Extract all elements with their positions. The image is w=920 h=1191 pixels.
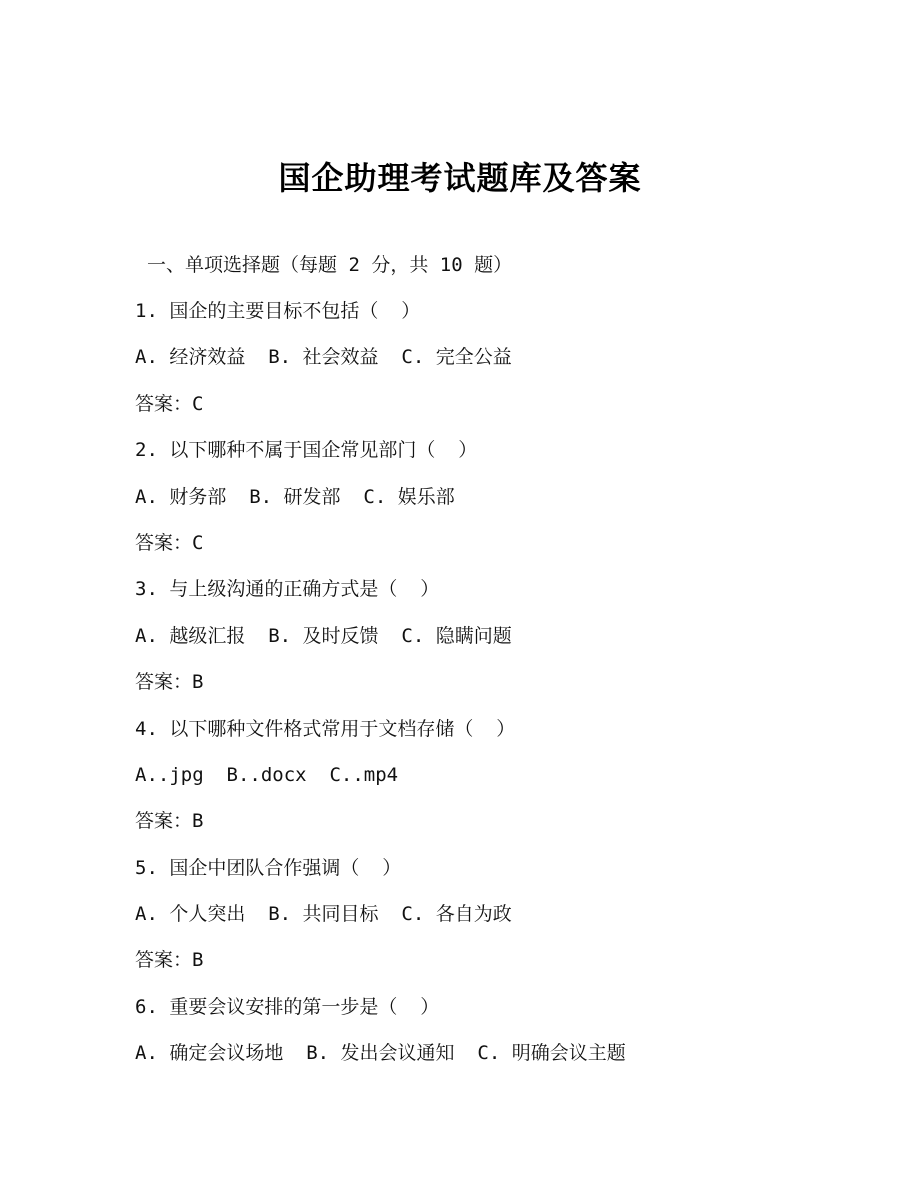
question-answer: 答案：C (135, 531, 204, 554)
question-answer: 答案：C (135, 392, 204, 415)
document-title: 国企助理考试题库及答案 (278, 159, 642, 197)
question-item (135, 992, 895, 1085)
question-text: 5. 国企中团队合作强调（ ） (135, 856, 402, 879)
question-text: 6. 重要会议安排的第一步是（ ） (135, 995, 440, 1018)
question-text: 3. 与上级沟通的正确方式是（ ） (135, 578, 440, 601)
question-answer: 答案：B (135, 949, 204, 972)
question-options: A. 经济效益 B. 社会效益 C. 完全公益 (135, 346, 512, 369)
question-options: A. 越级汇报 B. 及时反馈 C. 隐瞒问题 (135, 624, 512, 647)
section-heading: 一、单项选择题（每题 2 分，共 10 题） (147, 254, 513, 276)
question-item (135, 714, 895, 853)
question-answer: 答案：B (135, 671, 204, 694)
question-answer: 答案：B (135, 810, 204, 833)
question-item (135, 574, 895, 713)
question-text: 2. 以下哪种不属于国企常见部门（ ） (135, 439, 478, 462)
question-options: A..jpg B..docx C..mp4 (135, 763, 399, 786)
question-options: A. 确定会议场地 B. 发出会议通知 C. 明确会议主题 (135, 1042, 626, 1065)
question-item (135, 435, 895, 574)
question-options: A. 财务部 B. 研发部 C. 娱乐部 (135, 485, 455, 508)
question-options: A. 个人突出 B. 共同目标 C. 各自为政 (135, 903, 512, 926)
question-text: 1. 国企的主要目标不包括（ ） (135, 300, 421, 322)
question-item (135, 853, 895, 992)
question-list (135, 296, 895, 1085)
question-item (135, 296, 895, 435)
question-text: 4. 以下哪种文件格式常用于文档存储（ ） (135, 717, 516, 740)
